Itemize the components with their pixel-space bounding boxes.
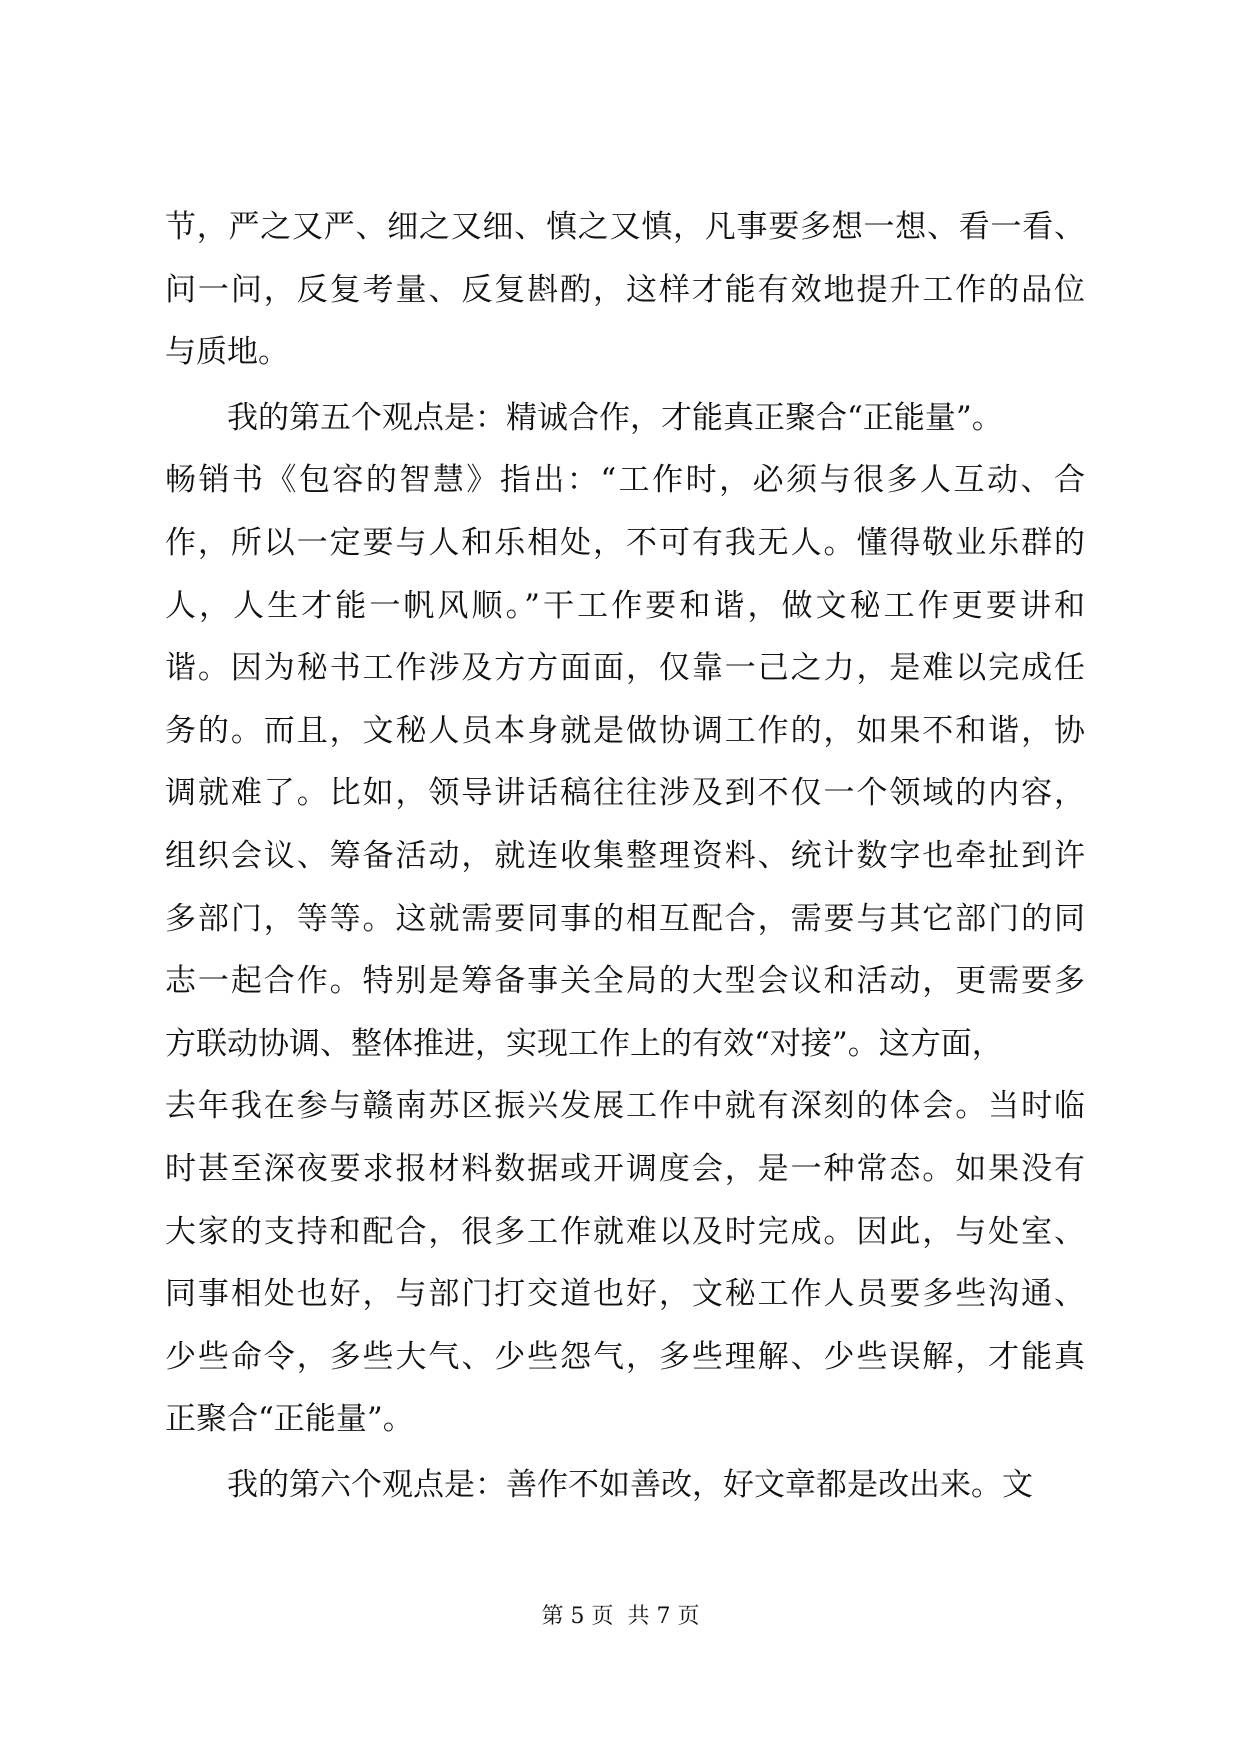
text-line: 多部门，等等。这就需要同事的相互配合，需要与其它部门的同 bbox=[165, 900, 1085, 937]
text-line: 组织会议、筹备活动，就连收集整理资料、统计数字也牵扯到许 bbox=[165, 837, 1085, 874]
text-line: 时甚至深夜要求报材料数据或开调度会，是一种常态。如果没有 bbox=[165, 1150, 1085, 1187]
text-line: 方联动协调、整体推进，实现工作上的有效“对接”。这方面， bbox=[165, 1025, 1003, 1062]
text-line: 谐。因为秘书工作涉及方方面面，仅靠一己之力，是难以完成任 bbox=[165, 650, 1085, 687]
text-line: 志一起合作。特别是筹备事关全局的大型会议和活动，更需要多 bbox=[165, 963, 1085, 1000]
text-line: 问一问，反复考量、反复斟酌，这样才能有效地提升工作的品位 bbox=[165, 271, 1085, 308]
page-footer bbox=[0, 1602, 1241, 1632]
text-line: 人，人生才能一帆风顺。”干工作要和谐，做文秘工作更要讲和 bbox=[165, 587, 1085, 624]
text-line: 与质地。 bbox=[165, 334, 289, 371]
text-line: 去年我在参与赣南苏区振兴发展工作中就有深刻的体会。当时临 bbox=[165, 1088, 1085, 1125]
paragraph-first-line: 我的第六个观点是：善作不如善改，好文章都是改出来。文 bbox=[227, 1466, 1033, 1503]
text-line: 务的。而且，文秘人员本身就是做协调工作的，如果不和谐，协 bbox=[165, 712, 1085, 749]
text-line: 畅销书《包容的智慧》指出：“工作时，必须与很多人互动、合 bbox=[165, 462, 1085, 499]
text-line: 节，严之又严、细之又细、慎之又慎，凡事要多想一想、看一看、 bbox=[165, 209, 1085, 245]
text-line: 同事相处也好，与部门打交道也好，文秘工作人员要多些沟通、 bbox=[165, 1276, 1085, 1313]
text-line: 作，所以一定要与人和乐相处，不可有我无人。懂得敬业乐群的 bbox=[165, 524, 1085, 561]
text-line: 调就难了。比如，领导讲话稿往往涉及到不仅一个领域的内容， bbox=[165, 775, 1085, 812]
text-line: 正聚合“正能量”。 bbox=[165, 1401, 414, 1438]
paragraph-first-line: 我的第五个观点是：精诚合作，才能真正聚合“正能量”。 bbox=[227, 399, 1003, 436]
text-line: 大家的支持和配合，很多工作就难以及时完成。因此，与处室、 bbox=[165, 1213, 1085, 1250]
page-number: 第 5 页 共 7 页 bbox=[541, 1604, 700, 1629]
text-line: 少些命令，多些大气、少些怨气，多些理解、少些误解，才能真 bbox=[165, 1338, 1085, 1375]
body-text bbox=[165, 196, 1085, 1516]
